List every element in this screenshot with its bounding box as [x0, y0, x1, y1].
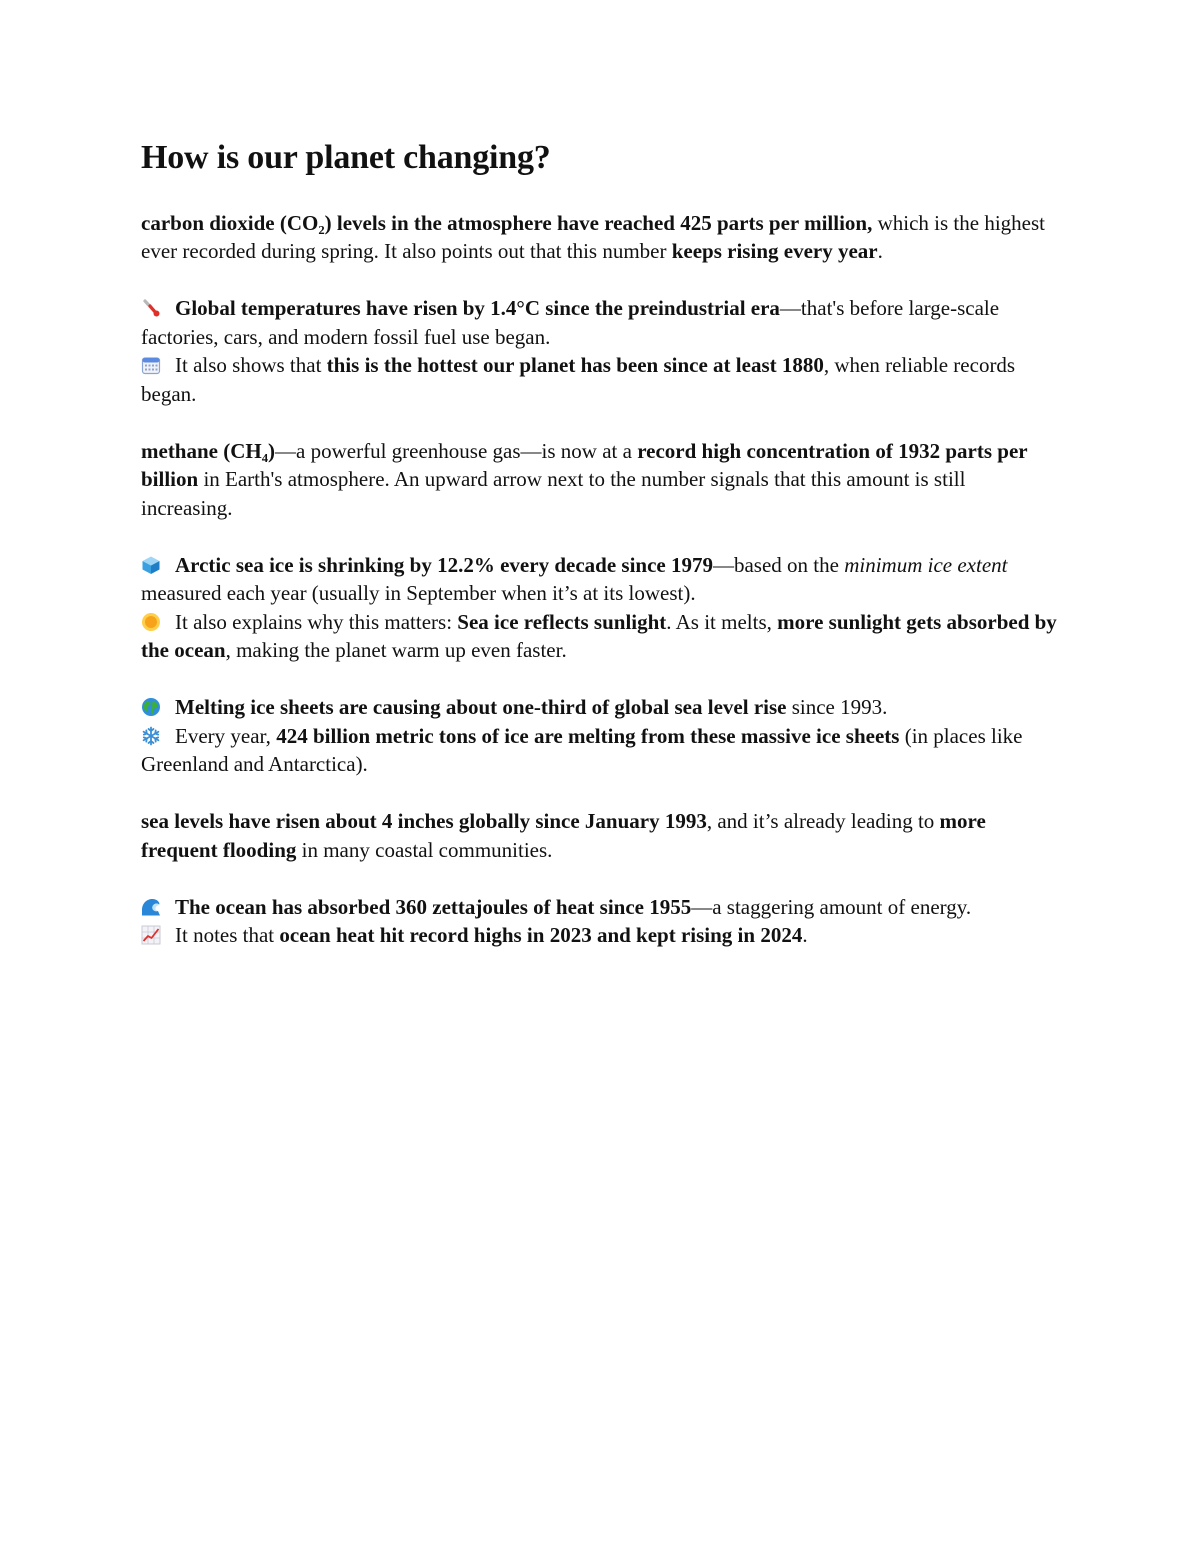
ocean-heat-line: The ocean has absorbed 360 zettajoules of heat since 1955—a staggering amount of energy. [141, 893, 1061, 922]
calendar-icon [141, 355, 161, 375]
globe-icon [141, 697, 161, 717]
temperature-line: Global temperatures have risen by 1.4°C since the preindustrial era—that's before large-scale factories, cars, and modern fossil fuel use began. [141, 296, 1000, 349]
methane-paragraph: methane (CH₄)—a powerful greenhouse gas—is now at a record high concentration of 1932 parts per billion in Earth's atmosphere. An upward arrow next to the number signals that this amount is still increasing. [141, 438, 1028, 520]
arctic-line: Arctic sea ice is shrinking by 12.2% every decade since 1979—based on the minimum ice extent measured each year (usually in September when it’s at its lowest). [141, 552, 1008, 606]
sea-level-paragraph: sea levels have risen about 4 inches globally since January 1993, and it’s already leading to more frequent flooding in many coastal communities. [141, 809, 986, 862]
sun-icon [141, 612, 161, 632]
ice-sheets-line: Melting ice sheets are causing about one-third of global sea level rise since 1993. [141, 693, 1061, 722]
hottest-line: It also shows that this is the hottest our planet has been since at least 1880, when reliable records began. [141, 353, 1016, 406]
chart-increasing-icon [141, 925, 161, 945]
sunlight-line: It also explains why this matters: Sea ice reflects sunlight. As it melts, more sunlight gets absorbed by the ocean, making the planet warm up even faster. [141, 609, 1057, 663]
snowflake-icon [141, 726, 161, 746]
document-page [141, 138, 1061, 950]
melting-line: Every year, 424 billion metric tons of ice are melting from these massive ice sheets (in places like Greenland and Antarctica). [141, 723, 1023, 777]
records-line: It notes that ocean heat hit record highs in 2023 and kept rising in 2024. [141, 921, 1061, 950]
wave-icon [141, 897, 161, 917]
co2-paragraph: carbon dioxide (CO₂) levels in the atmosphere have reached 425 parts per million, which is the highest ever recorded during spring. It also points out that this number keeps rising every year. [141, 210, 1046, 264]
thermometer-icon [141, 298, 161, 318]
ice-cube-icon [141, 555, 161, 575]
page-title: How is our planet changing? [141, 139, 551, 176]
